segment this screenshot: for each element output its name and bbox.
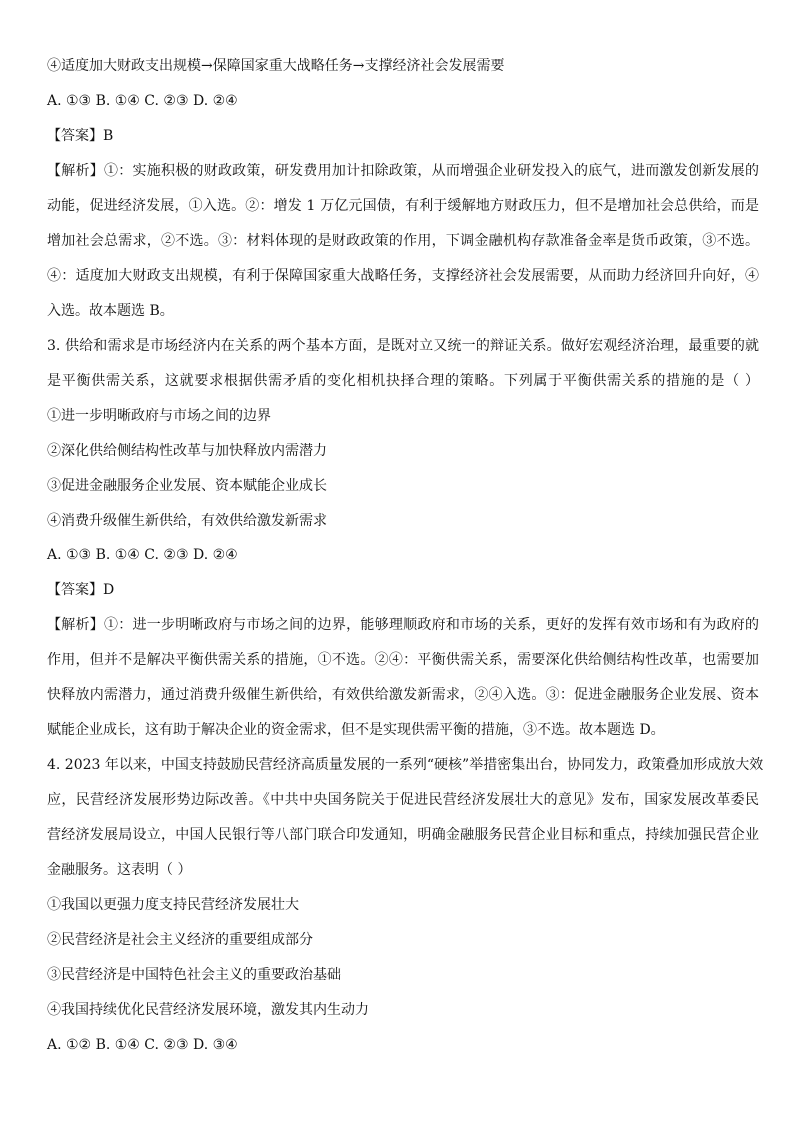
analysis-line: 动能，促进经济发展，①入选。②：增发 1 万亿元国债，有利于缓解地方财政压力，但不是增加社会总供给，而是 — [47, 198, 759, 214]
answer-choices: A. ①③ B. ①④ C. ②③ D. ②④ — [47, 93, 238, 109]
question-stem-line: 营经济发展局设立，中国人民银行等八部门联合印发通知，明确金融服务民营企业目标和重点，持续加强民营企业 — [47, 827, 759, 843]
answer-label: 【答案】D — [47, 582, 115, 598]
option-line: ③民营经济是中国特色社会主义的重要政治基础 — [47, 967, 341, 983]
analysis-line: 增加社会总需求，②不选。③：材料体现的是财政政策的作用，下调金融机构存款准备金率是货币政策，③不选。 — [47, 233, 759, 249]
answer-choices: A. ①③ B. ①④ C. ②③ D. ②④ — [47, 547, 238, 563]
analysis-line: 快释放内需潜力，通过消费升级催生新供给，有效供给激发新需求，②④入选。③：促进金融服务企业发展、资本 — [47, 687, 759, 703]
analysis-line: 【解析】①：进一步明晰政府与市场之间的边界，能够理顺政府和市场的关系，更好的发挥有效市场和有为政府的 — [47, 617, 759, 633]
option-line: ④适度加大财政支出规模→保障国家重大战略任务→支撑经济社会发展需要 — [47, 58, 505, 74]
analysis-line: 作用，但并不是解决平衡供需关系的措施，①不选。②④：平衡供需关系，需要深化供给侧结构性改革，也需要加 — [47, 652, 759, 668]
option-line: ①进一步明晰政府与市场之间的边界 — [47, 408, 271, 424]
analysis-line: ④：适度加大财政支出规模，有利于保障国家重大战略任务，支撑经济社会发展需要，从而助力经济回升向好，④ — [47, 268, 759, 284]
question-stem-line: 金融服务。这表明（ ） — [47, 862, 192, 878]
question-stem-line: 应，民营经济发展形势边际改善。《中共中央国务院关于促进民营经济发展壮大的意见》发布，国家发展改革委民 — [47, 792, 759, 808]
question-stem-line: 4. 2023 年以来，中国支持鼓励民营经济高质量发展的一系列“硬核”举措密集出台，协同发力，政策叠加形成放大效 — [47, 757, 764, 773]
option-line: ③促进金融服务企业发展、资本赋能企业成长 — [47, 478, 327, 494]
option-line: ②民营经济是社会主义经济的重要组成部分 — [47, 932, 313, 948]
analysis-line: 【解析】①：实施积极的财政政策，研发费用加计扣除政策，从而增强企业研发投入的底气，进而激发创新发展的 — [47, 163, 759, 179]
option-line: ①我国以更强力度支持民营经济发展壮大 — [47, 897, 299, 913]
option-line: ④消费升级催生新供给，有效供给激发新需求 — [47, 513, 327, 529]
question-stem-line: 是平衡供需关系，这就要求根据供需矛盾的变化相机抉择合理的策略。下列属于平衡供需关系的措施的是（ ） — [47, 373, 759, 389]
answer-label: 【答案】B — [47, 128, 114, 144]
question-stem-line: 3. 供给和需求是市场经济内在关系的两个基本方面，是既对立又统一的辩证关系。做好宏观经济治理，最重要的就 — [47, 338, 759, 354]
analysis-line: 赋能企业成长，这有助于解决企业的资金需求，但不是实现供需平衡的措施，③不选。故本题选 D。 — [47, 722, 665, 738]
option-line: ②深化供给侧结构性改革与加快释放内需潜力 — [47, 443, 327, 459]
analysis-line: 入选。故本题选 B。 — [47, 303, 174, 319]
option-line: ④我国持续优化民营经济发展环境，激发其内生动力 — [47, 1002, 369, 1018]
answer-choices: A. ①② B. ①④ C. ②③ D. ③④ — [47, 1037, 238, 1053]
